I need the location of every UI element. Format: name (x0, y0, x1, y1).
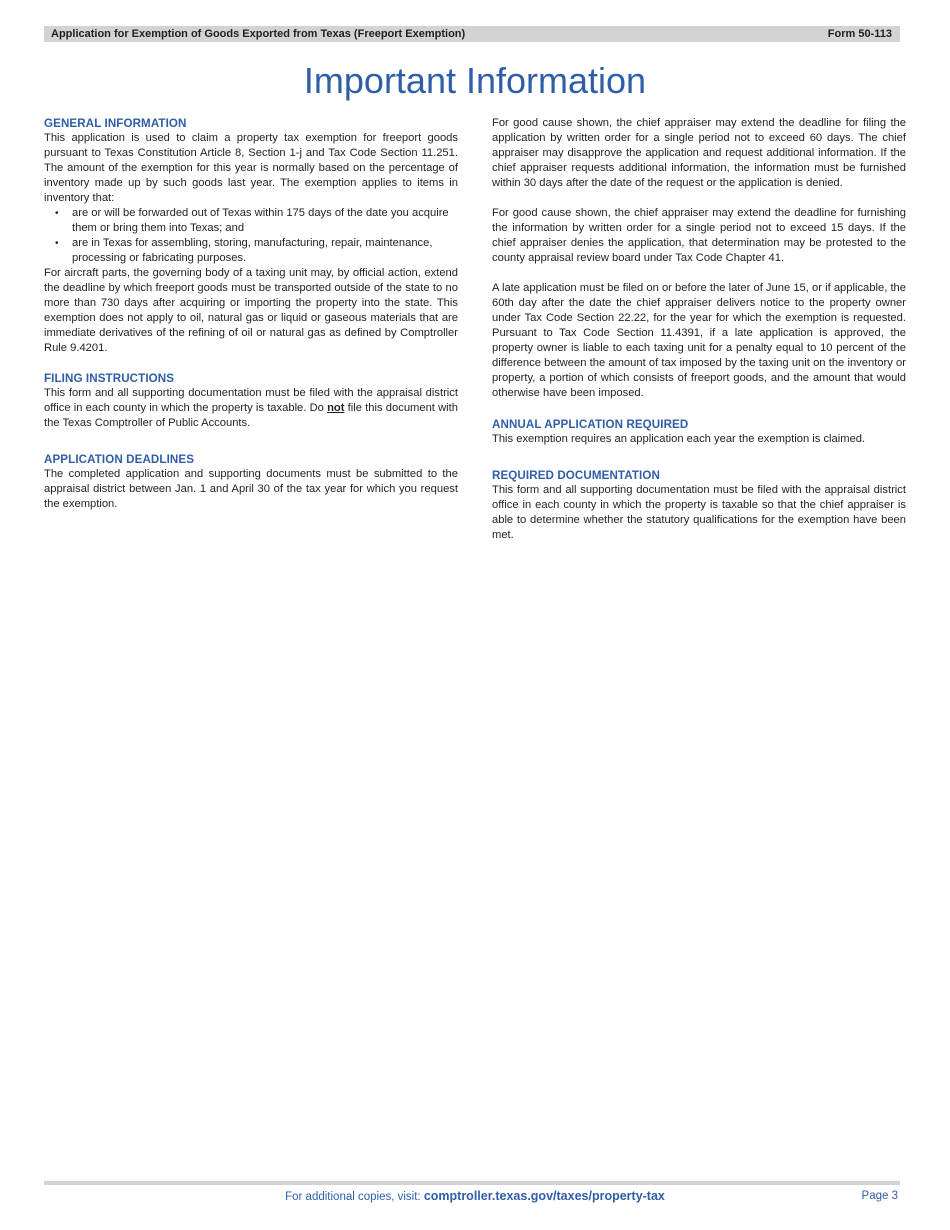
bullet-icon: • (55, 238, 59, 249)
application-deadlines-heading: APPLICATION DEADLINES (44, 453, 195, 466)
annual-application-heading: ANNUAL APPLICATION REQUIRED (492, 418, 689, 431)
filing-instructions-heading: FILING INSTRUCTIONS (44, 372, 175, 385)
annual-application-section (492, 417, 906, 447)
footer-rule (44, 1181, 900, 1185)
information-extension-paragraph: For good cause shown, the chief appraiser may extend the deadline for furnishing the information by written order for a single period not to exceed 15 days. If the chief appraiser denies the application, that determination may be protested to the county appraisal review board under Tax Code Chapter 41. (492, 207, 906, 264)
filing-extension-paragraph: For good cause shown, the chief appraiser may extend the deadline for filing the application by written order for a single period not to exceed 60 days. The chief appraiser may disapprove the application and request additional information. If the chief appraiser requests additional information, the information must be furnished within 30 days after the date of the request or the application is denied. (492, 117, 906, 189)
comptroller-link[interactable]: comptroller.texas.gov/taxes/property-tax (423, 1189, 665, 1203)
list-item (44, 206, 458, 236)
general-information-heading: GENERAL INFORMATION (44, 117, 187, 130)
filing-instructions-section (44, 371, 458, 431)
page-title: Important Information (303, 60, 647, 101)
required-documentation-text: This form and all supporting documentation must be filed with the appraisal district office in each county in which the property is taxable so that the chief appraiser is able to determine whether the statutory qualifications for the exemption have been met. (492, 484, 906, 541)
application-deadlines-text: The completed application and supporting documents must be submitted to the appraisal district between Jan. 1 and April 30 of the tax year for which you request the exemption. (44, 468, 458, 510)
aircraft-parts-paragraph: For aircraft parts, the governing body of a taxing unit may, by official action, extend the deadline by which freeport goods must be transported outside of the state to no more than 730 days after acquiring or importing the property into the state. This exemption does not apply to oil, natural gas or liquid or gaseous materials that are immediate derivatives of the refining of oil or natural gas as defined by Comptroller Rule 9.4201. (44, 267, 458, 354)
footer-copies-line (0, 1188, 950, 1205)
filing-text-end: file this document with the Texas Comptroller of Public Accounts. (44, 402, 458, 429)
form-number: Form 50-113 (827, 28, 892, 40)
list-item-text: are or will be forwarded out of Texas within 175 days of the date you acquire them or bring them into Texas; and (72, 207, 449, 234)
late-application-paragraph: A late application must be filed on or before the later of June 15, or if applicable, the 60th day after the date the chief appraiser delivers notice to the property owner under Tax Code Section 22.22, for the year for which the exemption is requested. Pursuant to Tax Code Section 11.4391, if a late application is approved, the property owner is liable to each taxing unit for a penalty equal to 10 percent of the difference between the amount of tax imposed by the taxing unit on the inventory or property, a portion of which consists of freeport goods, and the amount that would otherwise have been imposed. (492, 282, 906, 399)
list-item (44, 236, 458, 266)
page-number: Page 3 (861, 1190, 898, 1202)
required-documentation-heading: REQUIRED DOCUMENTATION (492, 469, 660, 482)
form-title: Application for Exemption of Goods Exported from Texas (Freeport Exemption) (51, 28, 466, 40)
required-documentation-section (492, 468, 906, 543)
application-deadlines-section (44, 452, 458, 512)
left-column (44, 116, 458, 512)
list-item-text: are in Texas for assembling, storing, manufacturing, repair, maintenance, processing or fabricating purposes. (72, 237, 433, 264)
general-information-section (44, 116, 458, 356)
footer-prefix: For additional copies, visit: (285, 1191, 424, 1203)
right-column (492, 116, 906, 543)
filing-instructions-text (44, 386, 458, 431)
inventory-criteria-list (44, 206, 458, 266)
general-information-intro: This application is used to claim a property tax exemption for freeport goods pursuant to Texas Constitution Article 8, Section 1-j and Tax Code Section 11.251. The amount of the exemption for this year is normally based on the percentage of inventory made up by such goods last year. The exemption applies to items in inventory that: (44, 132, 458, 204)
filing-text-start: This form and all supporting documentation must be filed with the appraisal district office in each county in which the property is taxable. Do (44, 387, 458, 414)
bullet-icon: • (55, 208, 59, 219)
emphasis-not: not (327, 402, 345, 414)
annual-application-text: This exemption requires an application each year the exemption is claimed. (492, 433, 866, 445)
form-header-bar (44, 26, 900, 42)
